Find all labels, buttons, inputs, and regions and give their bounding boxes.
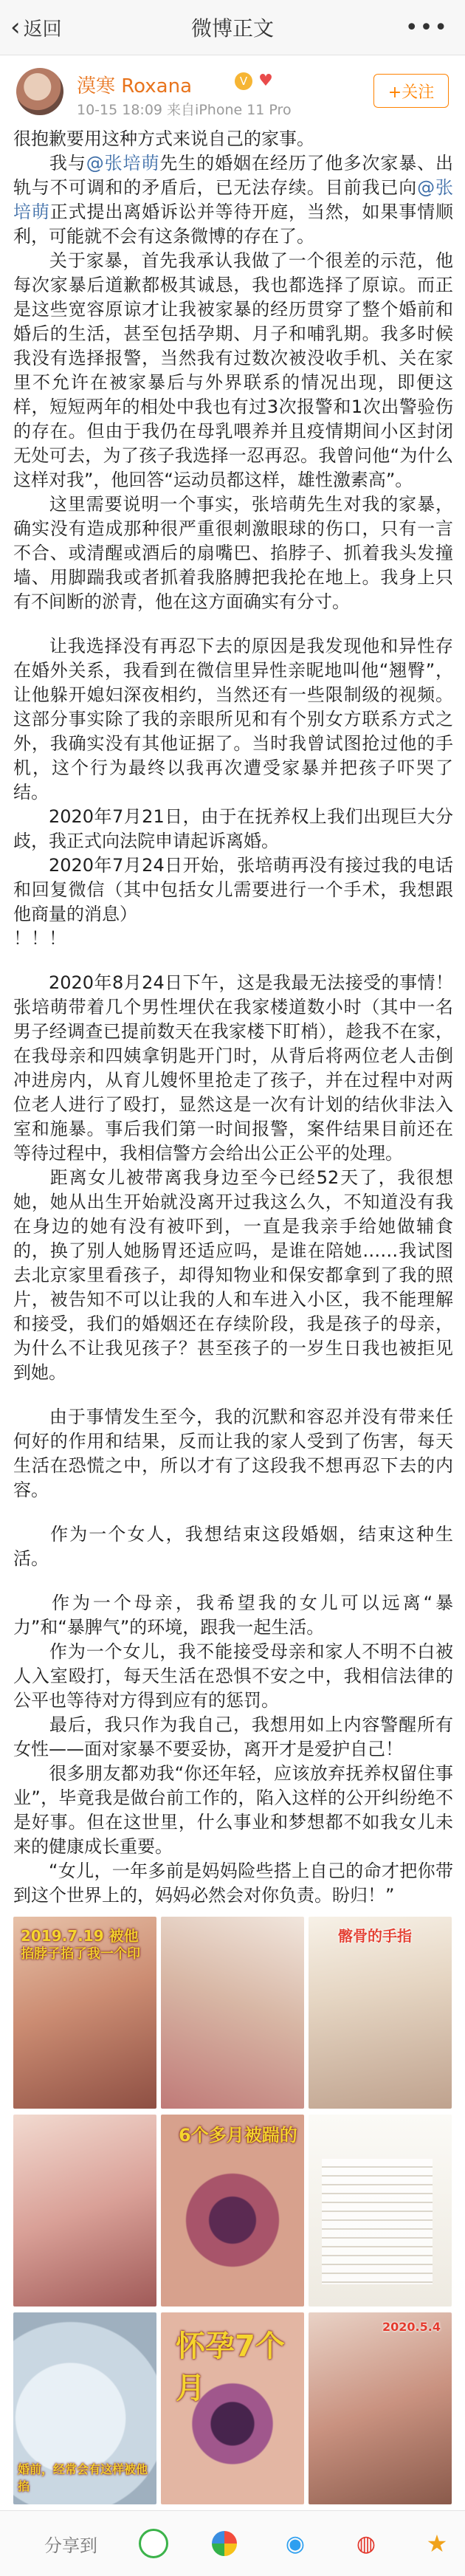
spacer (13, 1385, 453, 1405)
photo-thumbnail[interactable]: 2019.7.19 被他 掐脖子掐了我一个印 (13, 1917, 156, 2109)
author-badges (235, 72, 275, 90)
qq-icon: ◉ (285, 2530, 306, 2557)
paragraph: 距离女儿被带离我身边至今已经52天了，我很想她，她从出生开始就没离开过我这么久，不知道没有我在身边的她有没有被吓到，一直是我亲手给她做辅食的，换了别人她肠胃还适应吗，是谁在陪她……我试图去北京家里看孩子，却得知物业和保安都拿到了我的照片，被告知不可以让我的人和车进入小区，我不能理解和接受，我们的婚姻还在存续阶段，我是孩子的母亲，为什么不让我见孩子？甚至孩子的一岁生日我也被拒见到她。 (13, 1167, 453, 1383)
paragraph: 2020年7月21日，由于在抚养权上我们出现巨大分歧，我正式向法院申请起诉离婚。 (13, 806, 453, 851)
share-label: 分享到 (44, 2535, 97, 2556)
paragraph: 关于家暴，首先我承认我做了一个很差的示范，他每次家暴后道歉都极其诚恳，我也都选择了原谅。而正是这些宽容原谅才让我被家暴的经历贯穿了整个婚前和婚后的生活，甚至包括孕期、月子和哺乳期。我多时候我没有选择报警，当然我有过数次被没收手机、关在家里不允许在被家暴后与外界联系的情况出现，即便这样，短短两年的相处中我也有过3次报警和1次出警验伤的存在。但由于我仍在母乳喂养并且疫情期间小区封闭无处可去，为了孩子我选择一忍再忍。我曾问他“为什么这样对我”，他回答“运动员都这样，雄性激素高”。 (13, 250, 453, 490)
spacer (13, 1502, 453, 1522)
post-meta: 10-15 18:09 来自iPhone 11 Pro (77, 102, 292, 118)
more-options-icon[interactable]: ••• (404, 15, 449, 41)
page-title: 微博正文 (190, 16, 274, 41)
paragraph: 作为一个女人，我想结束这段婚姻，结束这种生活。 (13, 1524, 453, 1569)
star-icon: ★ (426, 2529, 448, 2558)
author-header (0, 55, 465, 126)
paragraph: 让我选择没有再忍下去的原因是我发现他和异性存在婚外关系，我看到在微信里异性亲昵地叫他“翘臀”，让他躲开媳妇深夜相约，当然还有一些限制级的视频。这部分事实除了我的亲眼所见和有个别女方联系方式之外，我确实没有其他证据了。当时我曾试图抢过他的手机，这个行为最终以我再次遭受家暴并把孩子吓哭了结。 (13, 636, 453, 803)
back-button[interactable] (10, 13, 62, 41)
follow-button[interactable]: +关注 (373, 74, 449, 108)
verified-badge-icon: V (235, 72, 252, 90)
chevron-left-icon: ‹ (10, 13, 21, 42)
photo-thumbnail[interactable]: 髂骨的手指 (309, 1917, 452, 2109)
spacer (13, 614, 453, 634)
photo-thumbnail[interactable]: 婚前，经常会有这样被他掐 (13, 2312, 156, 2504)
spacer (13, 1571, 453, 1591)
wechat-share-button[interactable] (139, 2529, 168, 2558)
photo-thumbnail[interactable]: 怀孕7个月 (161, 2312, 304, 2504)
post-body (13, 127, 453, 1908)
moments-share-button[interactable] (210, 2529, 239, 2558)
paragraph: 很抱歉要用这种方式来说自己的家事。 (13, 128, 314, 149)
mention-link[interactable]: @张培萌 (13, 177, 454, 222)
weibo-icon: ◍ (356, 2530, 376, 2557)
paragraph: 这里需要说明一个事实，张培萌先生对我的家暴，确实没有造成那种很严重很刺激眼球的伤口，只有一言不合、或清醒或酒后的扇嘴巴、掐脖子、抓着我头发撞墙、用脚踹我或者抓着我胳膊把我抡在地上。我身上只有不间断的淤青，他在这方面确实有分寸。 (13, 494, 453, 612)
qq-share-button[interactable] (280, 2529, 310, 2558)
photo-thumbnail[interactable] (161, 1917, 304, 2109)
paragraph: “女儿，一年多前是妈妈险些搭上自己的命才把你带到这个世界上的，妈妈必然会对你负责。盼归！” (13, 1861, 453, 1906)
paragraph: 2020年8月24日下午，这是我最无法接受的事情！张培萌带着几个男性埋伏在我家楼道数小时（其中一名男子经调查已提前数天在我家楼下盯梢），趁我不在家，在我母亲和四姨拿钥匙开门时，从背后将两位老人击倒冲进房内，从育儿嫂怀里抢走了孩子，并在过程中对两位老人进行了殴打，显然这是一次有计划的结伙非法入室和施暴。事后我们第一时间报警，案件结果目前还在等待过程中，我相信警方会给出公正公平的处理。 (13, 972, 453, 1164)
paragraph: 很多朋友都劝我“你还年轻，应该放弃抚养权留住事业”，毕竟我是做台前工作的，陷入这样的公开纠纷绝不是好事。但在这世里，什么事业和梦想都不如我女儿未来的健康成长重要。 (13, 1763, 453, 1857)
favorite-button[interactable] (422, 2529, 452, 2558)
photo-thumbnail[interactable]: 6个多月被踹的 (161, 2115, 304, 2307)
paragraph: ！！！ (13, 928, 66, 949)
author-name[interactable]: 漠寒 Roxana (77, 75, 193, 97)
share-bar (0, 2510, 465, 2576)
back-label: 返回 (23, 18, 62, 41)
wechat-icon (139, 2529, 168, 2558)
moments-icon (212, 2531, 237, 2556)
photo-grid (13, 1917, 452, 2504)
avatar[interactable] (16, 68, 63, 115)
paragraph: 由于事情发生至今，我的沉默和容忍并没有带来任何好的作用和结果，反而让我的家人受到了伤害，每天生活在恐慌之中，所以才有了这段我不想再忍下去的内容。 (13, 1407, 453, 1500)
photo-thumbnail[interactable] (13, 2115, 156, 2307)
spacer (13, 951, 453, 971)
paragraph: 我与@张培萌先生的婚姻在经历了他多次家暴、出轨与不可调和的矛盾后，已无法存续。目前我已向@张培萌正式提出离婚诉讼并等待开庭，当然，如果事情顺利，可能就不会有这条微博的存在了。 (13, 153, 454, 247)
navigation-bar (0, 0, 465, 55)
paragraph: 作为一个女儿，我不能接受母亲和家人不明不白被人入室殴打，每天生活在恐惧不安之中，我相信法律的公平也等待对方得到应有的惩罚。 (13, 1641, 453, 1711)
paragraph: 作为一个母亲，我希望我的女儿可以远离“暴力”和“暴脾气”的环境，跟我一起生活。 (13, 1593, 453, 1638)
photo-thumbnail[interactable]: 2020.5.4 (309, 2312, 452, 2504)
paragraph: 2020年7月24日开始，张培萌再没有接过我的电话和回复微信（其中包括女儿需要进行一个手术，我想跟他商量的消息） (13, 855, 453, 924)
heart-badge-icon: ♥ (257, 72, 275, 90)
mention-link[interactable]: @张培萌 (86, 153, 160, 174)
weibo-share-button[interactable] (351, 2529, 381, 2558)
photo-thumbnail[interactable] (309, 2115, 452, 2307)
paragraph: 最后，我只作为我自己，我想用如上内容警醒所有女性——面对家暴不要妥协，离开才是爱护自己！ (13, 1714, 453, 1759)
document-image (322, 2159, 433, 2284)
